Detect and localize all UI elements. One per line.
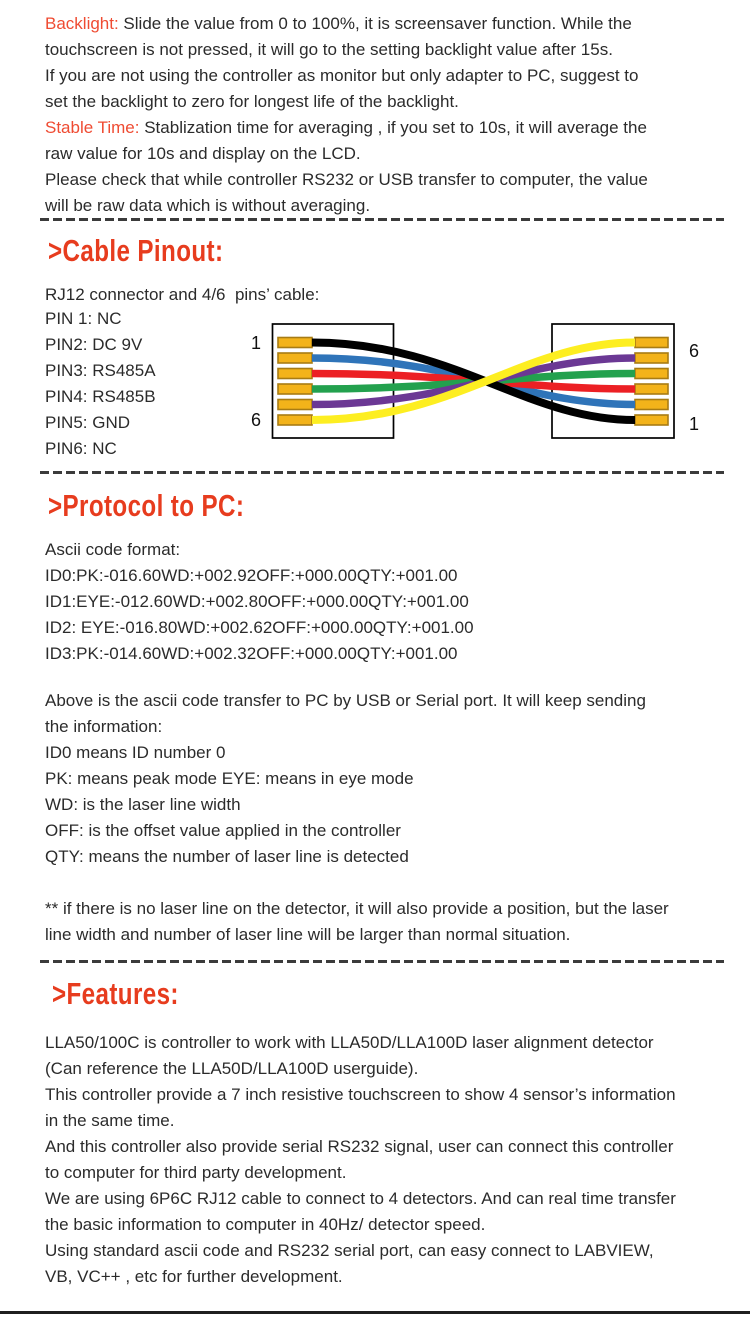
text-line: (Can reference the LLA50D/LLA100D userguide). bbox=[45, 1059, 419, 1078]
page-bottom-rule bbox=[0, 1311, 750, 1314]
connector-pad bbox=[278, 400, 312, 410]
pin-list bbox=[45, 306, 156, 462]
stable-time-keyword: Stable Time: bbox=[45, 118, 140, 137]
connector-pad bbox=[635, 369, 668, 379]
features-paragraphs bbox=[45, 1030, 676, 1290]
text-line: line width and number of laser line will be larger than normal situation. bbox=[45, 925, 571, 944]
text-line: If you are not using the controller as monitor but only adapter to PC, suggest to bbox=[45, 66, 639, 85]
text-line: to computer for third party development. bbox=[45, 1163, 347, 1182]
connector-pad bbox=[635, 384, 668, 394]
text-line: raw value for 10s and display on the LCD. bbox=[45, 144, 361, 163]
text-line: Stablization time for averaging , if you set to 10s, it will average the bbox=[139, 118, 647, 137]
text-line: the basic information to computer in 40Hz/ detector speed. bbox=[45, 1215, 486, 1234]
text-line: PK: means peak mode EYE: means in eye mode bbox=[45, 769, 414, 788]
text-line: set the backlight to zero for longest life of the backlight. bbox=[45, 92, 459, 111]
text-line: Using standard ascii code and RS232 serial port, can easy connect to LABVIEW, bbox=[45, 1241, 654, 1260]
ascii-code-line: ID1:EYE:-012.60WD:+002.80OFF:+000.00QTY:+001.00 bbox=[45, 592, 469, 611]
backlight-keyword: Backlight: bbox=[45, 14, 119, 33]
text-line bbox=[45, 115, 648, 141]
text-line: in the same time. bbox=[45, 1111, 175, 1130]
text-line: ** if there is no laser line on the detector, it will also provide a position, but the laser bbox=[45, 899, 669, 918]
text-line: the information: bbox=[45, 717, 163, 736]
text-line: OFF: is the offset value applied in the controller bbox=[45, 821, 401, 840]
intro-paragraphs bbox=[45, 11, 648, 219]
text-line: ID0 means ID number 0 bbox=[45, 743, 226, 762]
ascii-code-line: ID0:PK:-016.60WD:+002.92OFF:+000.00QTY:+001.00 bbox=[45, 566, 458, 585]
pin-list-item: PIN 1: NC bbox=[45, 309, 122, 328]
pin-label-left-top: 1 bbox=[251, 333, 262, 353]
text-line: We are using 6P6C RJ12 cable to connect to 4 detectors. And can real time transfer bbox=[45, 1189, 676, 1208]
connector-pad bbox=[278, 369, 312, 379]
connector-pad bbox=[278, 338, 312, 348]
connector-pad bbox=[278, 384, 312, 394]
pin-label-left-bottom: 6 bbox=[251, 410, 262, 430]
pin-label-right-top: 6 bbox=[689, 341, 700, 361]
connector-pad bbox=[635, 338, 668, 348]
section-heading-protocol: >Protocol to PC: bbox=[48, 488, 245, 523]
text-line: This controller provide a 7 inch resistive touchscreen to show 4 sensor’s information bbox=[45, 1085, 676, 1104]
connector-pad bbox=[635, 400, 668, 410]
text-line: touchscreen is not pressed, it will go to the setting backlight value after 15s. bbox=[45, 40, 613, 59]
protocol-note bbox=[45, 896, 669, 948]
pin-label-right-bottom: 1 bbox=[689, 414, 700, 434]
pin-list-item: PIN6: NC bbox=[45, 439, 117, 458]
ascii-format-label: Ascii code format: bbox=[45, 540, 181, 559]
protocol-explanation bbox=[45, 688, 646, 870]
pin-list-item: PIN5: GND bbox=[45, 413, 131, 432]
connector-pad bbox=[635, 353, 668, 363]
pin-list-item: PIN2: DC 9V bbox=[45, 335, 143, 354]
text-line bbox=[45, 11, 648, 37]
connector-pad bbox=[635, 415, 668, 425]
dashed-separator bbox=[40, 218, 724, 221]
text-line: Slide the value from 0 to 100%, it is screensaver function. While the bbox=[118, 14, 632, 33]
text-line: Please check that while controller RS232 or USB transfer to computer, the value bbox=[45, 170, 648, 189]
section-heading-cable-pinout: >Cable Pinout: bbox=[48, 233, 224, 268]
text-line: Above is the ascii code transfer to PC by USB or Serial port. It will keep sending bbox=[45, 691, 646, 710]
connector-pad bbox=[278, 415, 312, 425]
pin-list-item: PIN3: RS485A bbox=[45, 361, 156, 380]
text-line: QTY: means the number of laser line is detected bbox=[45, 847, 409, 866]
text-line: WD: is the laser line width bbox=[45, 795, 241, 814]
connector-pad bbox=[278, 353, 312, 363]
pin-list-item: PIN4: RS485B bbox=[45, 387, 156, 406]
ascii-code-line: ID2: EYE:-016.80WD:+002.62OFF:+000.00QTY:+001.00 bbox=[45, 618, 474, 637]
text-line: LLA50/100C is controller to work with LLA50D/LLA100D laser alignment detector bbox=[45, 1033, 654, 1052]
dashed-separator bbox=[40, 471, 724, 474]
dashed-separator bbox=[40, 960, 724, 963]
ascii-code-block bbox=[45, 537, 474, 667]
text-line: And this controller also provide serial RS232 signal, user can connect this controller bbox=[45, 1137, 674, 1156]
text-line: will be raw data which is without averaging. bbox=[45, 196, 371, 215]
text-line: VB, VC++ , etc for further development. bbox=[45, 1267, 343, 1286]
pinout-intro-line: RJ12 connector and 4/6 pins’ cable: bbox=[45, 285, 320, 304]
rj12-cable-diagram bbox=[245, 315, 707, 451]
section-heading-features: >Features: bbox=[52, 976, 179, 1011]
ascii-code-line: ID3:PK:-014.60WD:+002.32OFF:+000.00QTY:+001.00 bbox=[45, 644, 458, 663]
